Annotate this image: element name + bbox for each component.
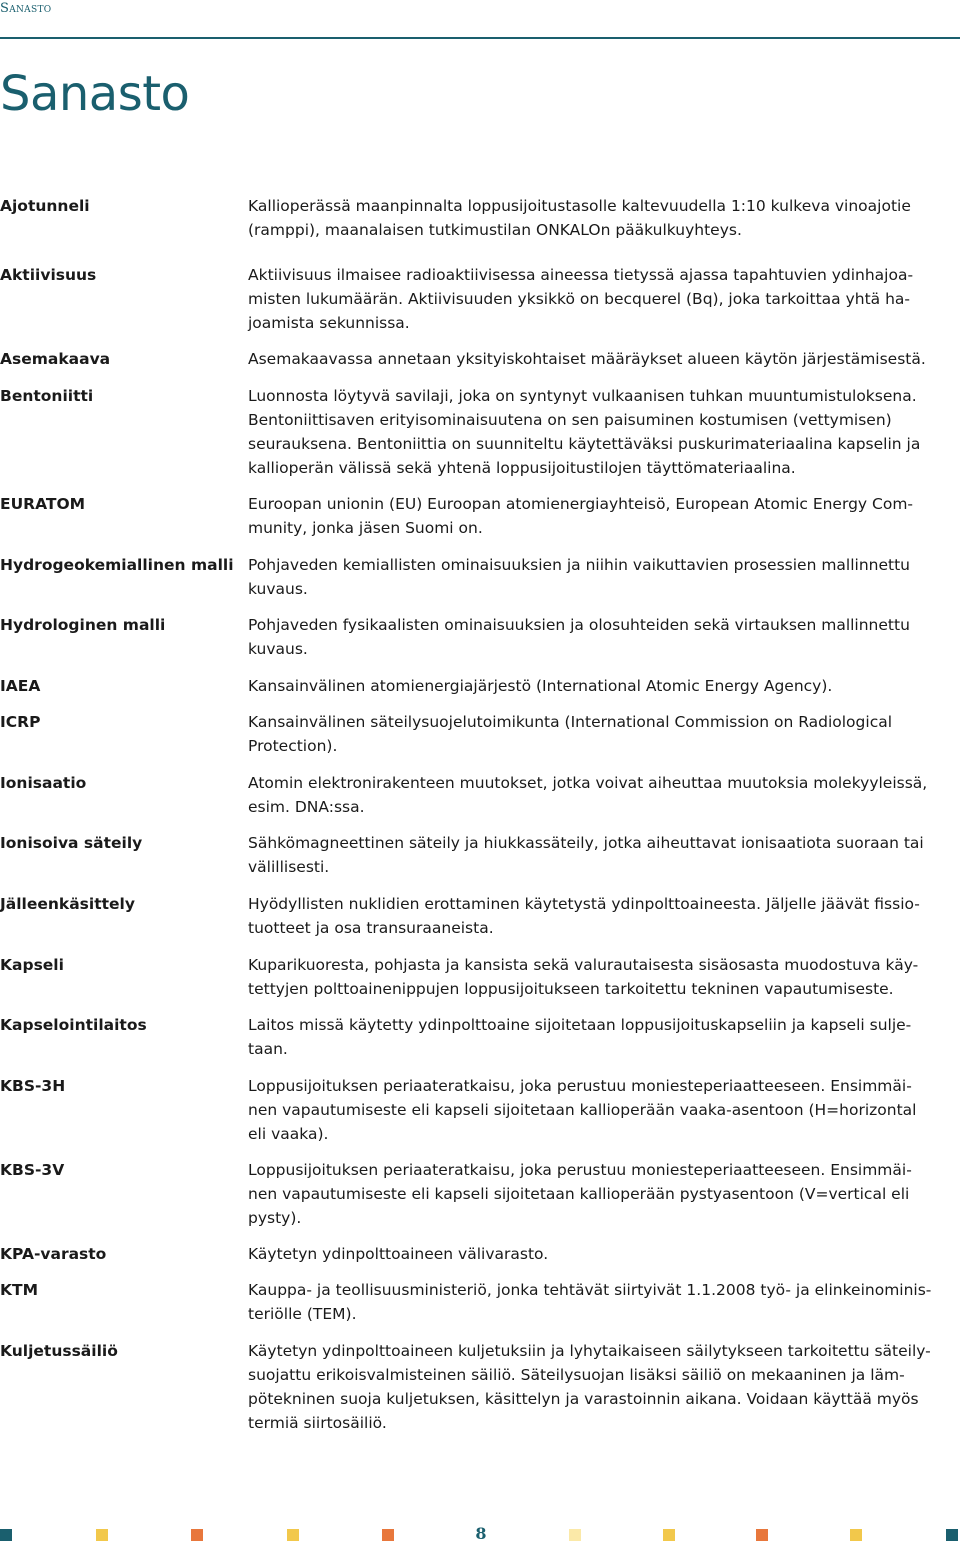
glossary-definition: Luonnosta löytyvä savilaji, joka on syntynyt vulkaanisen tuhkan muuntumistuloksena. Bentoniittisaven erityisominaisuutena on sen paisuminen kostumisen (vettymisen) seurauksena. Bentoniittia on suunniteltu käytettäväksi puskurimateriaalina kapselin ja kallioperän välissä sekä yhtenä loppusijoitustilojen täyttömateriaalina.: [248, 387, 921, 477]
glossary-term: Kapselointilaitos: [0, 1016, 147, 1034]
glossary-term: Ajotunneli: [0, 197, 90, 215]
header-rule: [0, 37, 960, 39]
footer-square-decoration: [850, 1529, 862, 1541]
glossary-definition: Kuparikuoresta, pohjasta ja kansista sekä valurautaisesta sisäosasta muodostuva käy- tettyjen polttoainenippujen loppusijoitukseen tarkoitettu tekninen vapautumiseste.: [248, 956, 919, 998]
glossary-definition: Kallioperässä maanpinnalta loppusijoitustasolle kaltevuudella 1:10 kulkeva vinoajotie (ramppi), maanalaisen tutkimustilan ONKALOn pääkulkuyhteys.: [248, 197, 911, 239]
glossary-term: EURATOM: [0, 495, 86, 513]
glossary-term: Kapseli: [0, 956, 64, 974]
glossary-term: Aktiivisuus: [0, 266, 97, 284]
glossary-term: Ionisoiva säteily: [0, 834, 143, 852]
glossary-term: Asemakaava: [0, 350, 111, 368]
footer-square-decoration: [569, 1529, 581, 1541]
glossary-definition: Hyödyllisten nuklidien erottaminen käytetystä ydinpolttoaineesta. Jäljelle jäävät fissio- tuotteet ja osa transuraaneista.: [248, 895, 920, 937]
glossary-definition: Loppusijoituksen periaateratkaisu, joka perustuu moniesteperiaatteeseen. Ensimmäi- nen vapautumiseste eli kapseli sijoitetaan kallioperään pystyasentoon (V=vertical eli pysty).: [248, 1161, 912, 1227]
glossary-term: KBS-3V: [0, 1161, 65, 1179]
glossary-term: Ionisaatio: [0, 774, 87, 792]
glossary-definition: Loppusijoituksen periaateratkaisu, joka perustuu moniesteperiaatteeseen. Ensimmäi- nen vapautumiseste eli kapseli sijoitetaan kallioperään vaaka-asentoon (H=horizontal eli vaaka).: [248, 1077, 917, 1143]
glossary-definition: Käytetyn ydinpolttoaineen kuljetuksiin ja lyhytaikaiseen säilytykseen tarkoitettu säteily- suojattu erikoisvalmisteinen säiliö. Säteilysuojan lisäksi säiliö on mekaaninen ja läm- pötekninen suoja kuljetuksen, käsittelyn ja varastoinnin aikana. Voidaan käyttää myös termiä siirtosäiliö.: [248, 1342, 931, 1432]
glossary-definition: Laitos missä käytetty ydinpolttoaine sijoitetaan loppusijoituskapseliin ja kapseli sulje- taan.: [248, 1016, 912, 1058]
footer-square-decoration: [96, 1529, 108, 1541]
glossary-definition: Pohjaveden fysikaalisten ominaisuuksien ja olosuhteiden sekä virtauksen mallinnettu kuvaus.: [248, 616, 910, 658]
page-footer: [0, 1525, 960, 1545]
glossary-term: Kuljetussäiliö: [0, 1342, 118, 1360]
glossary-definition: Kansainvälinen säteilysuojelutoimikunta (International Commission on Radiological Protection).: [248, 713, 893, 755]
glossary-term: Bentoniitti: [0, 387, 94, 405]
footer-square-decoration: [287, 1529, 299, 1541]
running-header: Sanasto: [0, 1, 52, 16]
page-number: 8: [475, 1524, 487, 1543]
glossary-definition: Aktiivisuus ilmaisee radioaktiivisessa aineessa tietyssä ajassa tapahtuvien ydinhajoa- misten lukumäärän. Aktiivisuuden yksikkö on becquerel (Bq), joka tarkoittaa yhtä ha- joamista sekunnissa.: [248, 266, 914, 332]
glossary-definition: Euroopan unionin (EU) Euroopan atomienergiayhteisö, European Atomic Energy Com- munity, jonka jäsen Suomi on.: [248, 495, 914, 537]
glossary-term: IAEA: [0, 677, 41, 695]
glossary-term: ICRP: [0, 713, 41, 731]
glossary-definition: Kauppa- ja teollisuusministeriö, jonka tehtävät siirtyivät 1.1.2008 työ- ja elinkeinominis- teriölle (TEM).: [248, 1281, 932, 1323]
footer-square-decoration: [382, 1529, 394, 1541]
glossary-definition: Sähkömagneettinen säteily ja hiukkassäteily, jotka aiheuttavat ionisaatiota suoraan tai välillisesti.: [248, 834, 924, 876]
glossary-term: KBS-3H: [0, 1077, 66, 1095]
footer-square-decoration: [663, 1529, 675, 1541]
page-title: Sanasto: [0, 66, 190, 122]
footer-square-decoration: [946, 1529, 958, 1541]
glossary-definition: Pohjaveden kemiallisten ominaisuuksien ja niihin vaikuttavien prosessien mallinnettu kuvaus.: [248, 556, 911, 598]
glossary-definition: Atomin elektronirakenteen muutokset, jotka voivat aiheuttaa muutoksia molekyyleissä, esim. DNA:ssa.: [248, 774, 928, 816]
glossary-definition: Asemakaavassa annetaan yksityiskohtaiset määräykset alueen käytön järjestämisestä.: [248, 350, 926, 368]
glossary-definition: Käytetyn ydinpolttoaineen välivarasto.: [248, 1245, 549, 1263]
glossary-definition: Kansainvälinen atomienergiajärjestö (International Atomic Energy Agency).: [248, 677, 833, 695]
glossary-term: Jälleenkäsittely: [0, 895, 135, 913]
footer-square-decoration: [0, 1529, 12, 1541]
footer-square-decoration: [191, 1529, 203, 1541]
glossary-term: KTM: [0, 1281, 39, 1299]
glossary-term: Hydrogeokemiallinen malli: [0, 556, 234, 574]
glossary-term: KPA-varasto: [0, 1245, 107, 1263]
glossary-term: Hydrologinen malli: [0, 616, 166, 634]
footer-square-decoration: [756, 1529, 768, 1541]
